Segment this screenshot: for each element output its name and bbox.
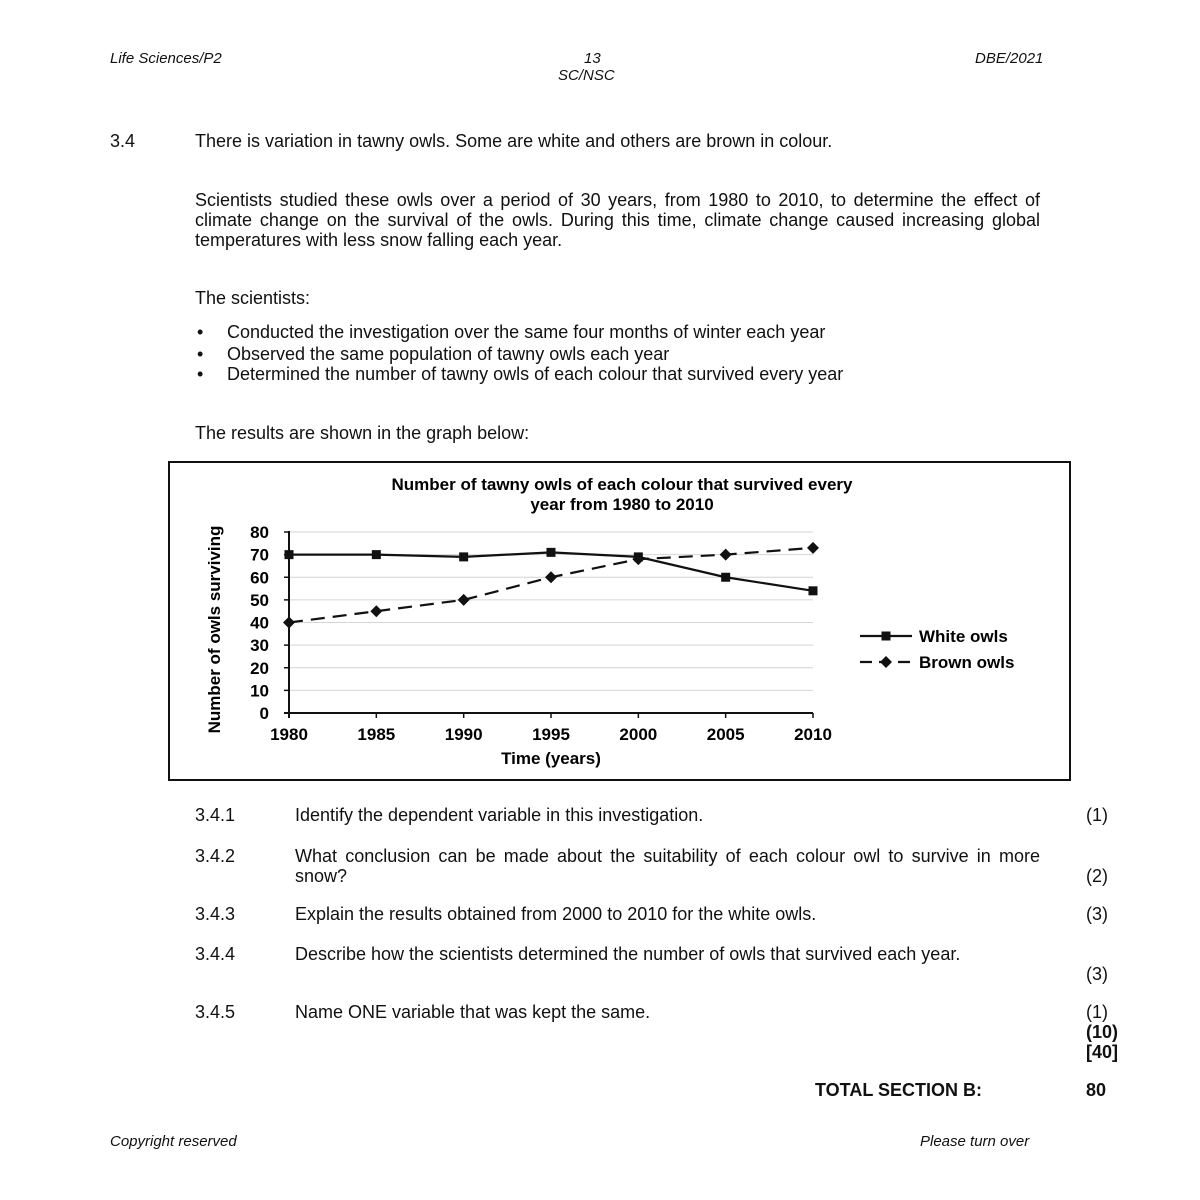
x-tick-label: 2010 bbox=[794, 725, 832, 744]
bullet-icon: • bbox=[197, 364, 204, 384]
header-exam: SC/NSC bbox=[558, 67, 615, 84]
subtotal-mark: (10) bbox=[1086, 1022, 1119, 1042]
question-total-mark: [40] bbox=[1086, 1042, 1119, 1062]
question-intro: There is variation in tawny owls. Some are white and others are brown in colour. bbox=[195, 131, 833, 151]
bullet-icon: • bbox=[197, 322, 204, 342]
brown-owls-data-point bbox=[545, 571, 557, 583]
subquestion-text: Describe how the scientists determined the number of owls that survived each year. bbox=[295, 944, 961, 964]
results-intro: The results are shown in the graph below: bbox=[195, 423, 530, 443]
chart-title-line-2: year from 1980 to 2010 bbox=[530, 495, 714, 514]
brown-owls-data-point bbox=[720, 549, 732, 561]
brown-owls-data-point bbox=[370, 605, 382, 617]
scientists-label: The scientists: bbox=[195, 288, 311, 308]
footer-copyright: Copyright reserved bbox=[110, 1133, 237, 1150]
brown-owls-legend-label: Brown owls bbox=[919, 653, 1015, 672]
bullet-icon: • bbox=[197, 344, 204, 364]
chart-frame bbox=[168, 461, 1071, 781]
bullet-item: Determined the number of tawny owls of each colour that survived every year bbox=[227, 364, 844, 384]
subquestion-text: Name ONE variable that was kept the same. bbox=[295, 1002, 651, 1022]
brown-owls-data-point bbox=[283, 617, 295, 629]
y-tick-label: 50 bbox=[250, 590, 269, 610]
white-owls-data-point bbox=[547, 548, 556, 557]
brown-owls-data-point bbox=[458, 594, 470, 606]
x-tick-label: 1985 bbox=[357, 725, 396, 744]
y-tick-label: 70 bbox=[250, 545, 269, 565]
subquestion-number: 3.4.4 bbox=[195, 944, 236, 964]
white-owls-data-point bbox=[721, 573, 730, 582]
white-owls-legend-label: White owls bbox=[919, 627, 1008, 646]
y-tick-label: 20 bbox=[250, 658, 269, 678]
total-section-value: 80 bbox=[1086, 1080, 1107, 1100]
subquestion-text: Identify the dependent variable in this investigation. bbox=[295, 805, 704, 825]
x-tick-label: 1980 bbox=[270, 725, 308, 744]
subquestion-text: Explain the results obtained from 2000 to 2010 for the white owls. bbox=[295, 904, 817, 924]
footer-turn-over: Please turn over bbox=[920, 1133, 1030, 1150]
brown-owls-series-line bbox=[289, 548, 813, 623]
header-page-number: 13 bbox=[584, 50, 601, 67]
bullet-item: Observed the same population of tawny owls each year bbox=[227, 344, 670, 364]
white-owls-data-point bbox=[372, 550, 381, 559]
bullet-item: Conducted the investigation over the same four months of winter each year bbox=[227, 322, 826, 342]
chart-title-line-1: Number of tawny owls of each colour that survived every bbox=[391, 475, 853, 494]
subquestion-mark: (2) bbox=[1086, 866, 1108, 886]
x-tick-label: 2005 bbox=[706, 725, 745, 744]
y-tick-label: 30 bbox=[250, 636, 269, 656]
subquestion-mark: (3) bbox=[1086, 904, 1108, 924]
x-tick-label: 2000 bbox=[619, 725, 658, 744]
header-right: DBE/2021 bbox=[975, 50, 1044, 67]
brown-owls-legend-marker bbox=[880, 656, 892, 668]
white-owls-data-point bbox=[809, 586, 818, 595]
y-tick-label: 40 bbox=[250, 613, 269, 633]
question-context: Scientists studied these owls over a period of 30 years, from 1980 to 2010, to determine the effect of climate change on the survival of the owls. During this time, climate change caused increasing global temperatures with less snow falling each year. bbox=[195, 190, 1040, 250]
white-owls-data-point bbox=[285, 550, 294, 559]
line-chart bbox=[170, 463, 1069, 779]
brown-owls-data-point bbox=[807, 542, 819, 554]
subquestion-number: 3.4.5 bbox=[195, 1002, 236, 1022]
y-tick-label: 60 bbox=[250, 568, 269, 588]
y-tick-label: 80 bbox=[250, 523, 269, 542]
total-section-label: TOTAL SECTION B: bbox=[815, 1080, 983, 1100]
y-tick-label: 0 bbox=[259, 704, 269, 723]
subquestion-text: What conclusion can be made about the suitability of each colour owl to survive in more snow? bbox=[295, 846, 1040, 886]
y-tick-label: 10 bbox=[250, 681, 269, 701]
header-subject: Life Sciences/P2 bbox=[110, 50, 222, 67]
white-owls-legend-marker bbox=[882, 632, 891, 641]
subquestion-mark: (1) bbox=[1086, 805, 1108, 825]
y-axis-label: Number of owls surviving bbox=[205, 525, 224, 734]
subquestion-mark: (1) bbox=[1086, 1002, 1108, 1022]
subquestion-mark: (3) bbox=[1086, 964, 1108, 984]
subquestion-number: 3.4.3 bbox=[195, 904, 236, 924]
white-owls-data-point bbox=[459, 552, 468, 561]
x-tick-label: 1995 bbox=[532, 725, 570, 744]
subquestion-number: 3.4.2 bbox=[195, 846, 236, 866]
question-number: 3.4 bbox=[110, 131, 136, 151]
x-axis-label: Time (years) bbox=[501, 749, 601, 768]
subquestion-number: 3.4.1 bbox=[195, 805, 236, 825]
x-tick-label: 1990 bbox=[444, 725, 483, 744]
